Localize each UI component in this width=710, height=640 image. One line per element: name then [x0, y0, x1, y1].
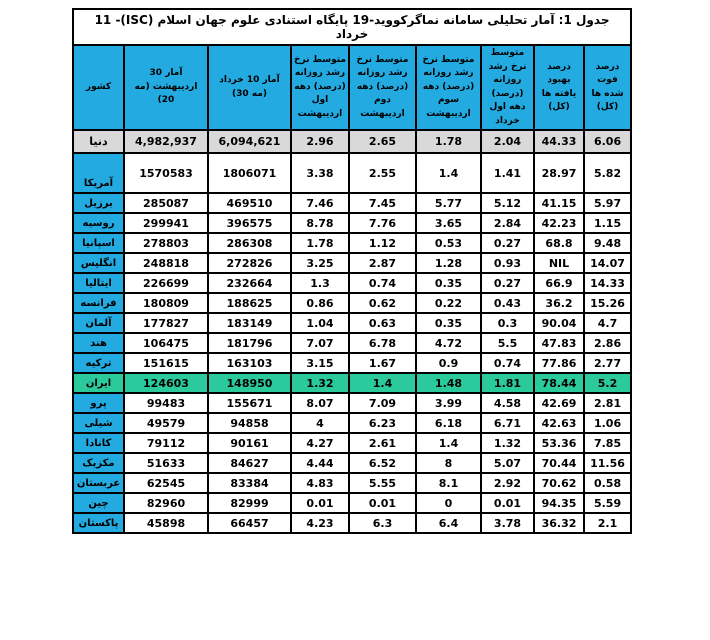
value-cell: 7.07 — [291, 333, 349, 353]
value-cell: 3.65 — [416, 213, 481, 233]
country-name: ترکیه — [73, 353, 124, 373]
value-cell: 0.01 — [291, 493, 349, 513]
value-cell: 49579 — [124, 413, 208, 433]
column-header-6: متوسط نرخ رشد روزانه (درصد) دهه اول خرداد — [481, 45, 534, 130]
value-cell: 7.09 — [349, 393, 416, 413]
country-name: فرانسه — [73, 293, 124, 313]
value-cell: 2.04 — [481, 130, 534, 153]
value-cell: 0.35 — [416, 313, 481, 333]
value-cell: 83384 — [208, 473, 291, 493]
value-cell: 469510 — [208, 193, 291, 213]
value-cell: 28.97 — [534, 153, 584, 193]
value-cell: 1.48 — [416, 373, 481, 393]
country-name: برزیل — [73, 193, 124, 213]
value-cell: 4 — [291, 413, 349, 433]
value-cell: 1.4 — [416, 153, 481, 193]
value-cell: 272826 — [208, 253, 291, 273]
value-cell: 44.33 — [534, 130, 584, 153]
country-row-10 — [73, 373, 631, 393]
country-row-2 — [73, 213, 631, 233]
country-row-4 — [73, 253, 631, 273]
column-header-1: آمار 30 اردیبهشت (مه 20) — [124, 45, 208, 130]
value-cell: 1.4 — [349, 373, 416, 393]
value-cell: 94.35 — [534, 493, 584, 513]
value-cell: 79112 — [124, 433, 208, 453]
country-name: پاکستان — [73, 513, 124, 533]
value-cell: 1.78 — [416, 130, 481, 153]
country-name: آلمان — [73, 313, 124, 333]
country-row-16 — [73, 493, 631, 513]
value-cell: 51633 — [124, 453, 208, 473]
value-cell: 163103 — [208, 353, 291, 373]
value-cell: 1.28 — [416, 253, 481, 273]
value-cell: 1806071 — [208, 153, 291, 193]
country-row-9 — [73, 353, 631, 373]
value-cell: 7.85 — [584, 433, 631, 453]
column-header-0: كشور — [73, 45, 124, 130]
value-cell: 6.18 — [416, 413, 481, 433]
value-cell: 1.04 — [291, 313, 349, 333]
value-cell: 180809 — [124, 293, 208, 313]
value-cell: 5.77 — [416, 193, 481, 213]
value-cell: 42.69 — [534, 393, 584, 413]
value-cell: 0.3 — [481, 313, 534, 333]
country-name: آمریکا — [73, 153, 124, 193]
country-name: چین — [73, 493, 124, 513]
value-cell: 7.45 — [349, 193, 416, 213]
value-cell: 3.78 — [481, 513, 534, 533]
value-cell: 0.93 — [481, 253, 534, 273]
column-header-4: متوسط نرخ رشد روزانه (درصد) دهه دوم اردیبهشت — [349, 45, 416, 130]
value-cell: 41.15 — [534, 193, 584, 213]
value-cell: 11.56 — [584, 453, 631, 473]
country-row-14 — [73, 453, 631, 473]
country-name: دنیا — [73, 130, 124, 153]
value-cell: 6.71 — [481, 413, 534, 433]
value-cell: 2.1 — [584, 513, 631, 533]
country-row-0 — [73, 153, 631, 193]
value-cell: 124603 — [124, 373, 208, 393]
value-cell: 8.1 — [416, 473, 481, 493]
world-row — [73, 130, 631, 153]
value-cell: 0.86 — [291, 293, 349, 313]
title-row — [73, 9, 631, 45]
value-cell: 1.32 — [291, 373, 349, 393]
value-cell: 285087 — [124, 193, 208, 213]
value-cell: 6.4 — [416, 513, 481, 533]
value-cell: 94858 — [208, 413, 291, 433]
value-cell: 2.65 — [349, 130, 416, 153]
value-cell: 177827 — [124, 313, 208, 333]
value-cell: 4.27 — [291, 433, 349, 453]
value-cell: 14.07 — [584, 253, 631, 273]
value-cell: 4.7 — [584, 313, 631, 333]
value-cell: 70.44 — [534, 453, 584, 473]
country-name: مکزیک — [73, 453, 124, 473]
value-cell: 5.59 — [584, 493, 631, 513]
country-row-8 — [73, 333, 631, 353]
value-cell: 7.46 — [291, 193, 349, 213]
value-cell: 8.07 — [291, 393, 349, 413]
value-cell: 84627 — [208, 453, 291, 473]
value-cell: 99483 — [124, 393, 208, 413]
value-cell: 0.01 — [481, 493, 534, 513]
value-cell: 1.67 — [349, 353, 416, 373]
value-cell: 106475 — [124, 333, 208, 353]
value-cell: 0.35 — [416, 273, 481, 293]
value-cell: 2.61 — [349, 433, 416, 453]
value-cell: 68.8 — [534, 233, 584, 253]
value-cell: 6.52 — [349, 453, 416, 473]
country-row-11 — [73, 393, 631, 413]
country-row-6 — [73, 293, 631, 313]
value-cell: 4.72 — [416, 333, 481, 353]
value-cell: 396575 — [208, 213, 291, 233]
value-cell: 183149 — [208, 313, 291, 333]
value-cell: 4,982,937 — [124, 130, 208, 153]
country-name: ایتالیا — [73, 273, 124, 293]
value-cell: 0.27 — [481, 273, 534, 293]
covid-statistics-table — [72, 8, 632, 534]
value-cell: 5.82 — [584, 153, 631, 193]
value-cell: 3.99 — [416, 393, 481, 413]
country-row-17 — [73, 513, 631, 533]
table-title: جدول 1: آمار تحلیلی سامانه نماگرکووید-19 پایگاه استنادی علوم جهان اسلام (ISC)- 11 خرداد — [73, 9, 631, 45]
value-cell: 278803 — [124, 233, 208, 253]
value-cell: 1.78 — [291, 233, 349, 253]
value-cell: 6.78 — [349, 333, 416, 353]
value-cell: 90.04 — [534, 313, 584, 333]
value-cell: 0.43 — [481, 293, 534, 313]
value-cell: 2.55 — [349, 153, 416, 193]
value-cell: 181796 — [208, 333, 291, 353]
country-name: شیلی — [73, 413, 124, 433]
value-cell: 66457 — [208, 513, 291, 533]
value-cell: 8.78 — [291, 213, 349, 233]
country-name: عربستان — [73, 473, 124, 493]
value-cell: 1.3 — [291, 273, 349, 293]
value-cell: 0.22 — [416, 293, 481, 313]
value-cell: 3.25 — [291, 253, 349, 273]
value-cell: 232664 — [208, 273, 291, 293]
value-cell: 248818 — [124, 253, 208, 273]
country-row-13 — [73, 433, 631, 453]
value-cell: 1.4 — [416, 433, 481, 453]
value-cell: 66.9 — [534, 273, 584, 293]
value-cell: 151615 — [124, 353, 208, 373]
value-cell: 148950 — [208, 373, 291, 393]
value-cell: 0.27 — [481, 233, 534, 253]
value-cell: 2.77 — [584, 353, 631, 373]
column-header-3: متوسط نرخ رشد روزانه (درصد) دهه اول اردیبهشت — [291, 45, 349, 130]
country-name: روسیه — [73, 213, 124, 233]
value-cell: 3.15 — [291, 353, 349, 373]
value-cell: 9.48 — [584, 233, 631, 253]
value-cell: 82960 — [124, 493, 208, 513]
value-cell: 7.76 — [349, 213, 416, 233]
value-cell: 0.74 — [481, 353, 534, 373]
value-cell: 1.15 — [584, 213, 631, 233]
value-cell: 82999 — [208, 493, 291, 513]
country-row-15 — [73, 473, 631, 493]
value-cell: 4.83 — [291, 473, 349, 493]
value-cell: 1.06 — [584, 413, 631, 433]
country-row-5 — [73, 273, 631, 293]
country-row-3 — [73, 233, 631, 253]
value-cell: 226699 — [124, 273, 208, 293]
value-cell: 0 — [416, 493, 481, 513]
country-name: پرو — [73, 393, 124, 413]
column-header-8: درصد فوت شده ها (کل) — [584, 45, 631, 130]
value-cell: 0.53 — [416, 233, 481, 253]
value-cell: NIL — [534, 253, 584, 273]
value-cell: 70.62 — [534, 473, 584, 493]
value-cell: 45898 — [124, 513, 208, 533]
value-cell: 6.23 — [349, 413, 416, 433]
value-cell: 15.26 — [584, 293, 631, 313]
value-cell: 42.23 — [534, 213, 584, 233]
value-cell: 2.92 — [481, 473, 534, 493]
value-cell: 2.81 — [584, 393, 631, 413]
country-name: کانادا — [73, 433, 124, 453]
value-cell: 6.06 — [584, 130, 631, 153]
value-cell: 5.55 — [349, 473, 416, 493]
value-cell: 1.81 — [481, 373, 534, 393]
value-cell: 188625 — [208, 293, 291, 313]
value-cell: 8 — [416, 453, 481, 473]
value-cell: 47.83 — [534, 333, 584, 353]
value-cell: 2.86 — [584, 333, 631, 353]
value-cell: 53.36 — [534, 433, 584, 453]
value-cell: 5.97 — [584, 193, 631, 213]
value-cell: 5.07 — [481, 453, 534, 473]
value-cell: 2.87 — [349, 253, 416, 273]
column-header-2: آمار 10 خرداد (مه 30) — [208, 45, 291, 130]
country-row-7 — [73, 313, 631, 333]
value-cell: 3.38 — [291, 153, 349, 193]
country-name: انگلیس — [73, 253, 124, 273]
value-cell: 299941 — [124, 213, 208, 233]
value-cell: 42.63 — [534, 413, 584, 433]
header-row — [73, 45, 631, 130]
value-cell: 5.5 — [481, 333, 534, 353]
value-cell: 0.63 — [349, 313, 416, 333]
value-cell: 0.9 — [416, 353, 481, 373]
value-cell: 0.74 — [349, 273, 416, 293]
column-header-7: درصد بهبود یافته ها (کل) — [534, 45, 584, 130]
country-row-12 — [73, 413, 631, 433]
value-cell: 62545 — [124, 473, 208, 493]
value-cell: 1.32 — [481, 433, 534, 453]
value-cell: 6,094,621 — [208, 130, 291, 153]
value-cell: 2.96 — [291, 130, 349, 153]
value-cell: 0.62 — [349, 293, 416, 313]
country-name: ایران — [73, 373, 124, 393]
country-row-1 — [73, 193, 631, 213]
value-cell: 1.41 — [481, 153, 534, 193]
value-cell: 5.12 — [481, 193, 534, 213]
value-cell: 77.86 — [534, 353, 584, 373]
value-cell: 2.84 — [481, 213, 534, 233]
value-cell: 4.58 — [481, 393, 534, 413]
value-cell: 36.2 — [534, 293, 584, 313]
value-cell: 78.44 — [534, 373, 584, 393]
value-cell: 286308 — [208, 233, 291, 253]
country-name: اسپانیا — [73, 233, 124, 253]
value-cell: 14.33 — [584, 273, 631, 293]
value-cell: 4.23 — [291, 513, 349, 533]
value-cell: 1.12 — [349, 233, 416, 253]
value-cell: 5.2 — [584, 373, 631, 393]
value-cell: 0.58 — [584, 473, 631, 493]
value-cell: 36.32 — [534, 513, 584, 533]
value-cell: 4.44 — [291, 453, 349, 473]
value-cell: 90161 — [208, 433, 291, 453]
value-cell: 0.01 — [349, 493, 416, 513]
column-header-5: متوسط نرخ رشد روزانه (درصد) دهه سوم اردیبهشت — [416, 45, 481, 130]
value-cell: 1570583 — [124, 153, 208, 193]
country-name: هند — [73, 333, 124, 353]
value-cell: 6.3 — [349, 513, 416, 533]
value-cell: 155671 — [208, 393, 291, 413]
